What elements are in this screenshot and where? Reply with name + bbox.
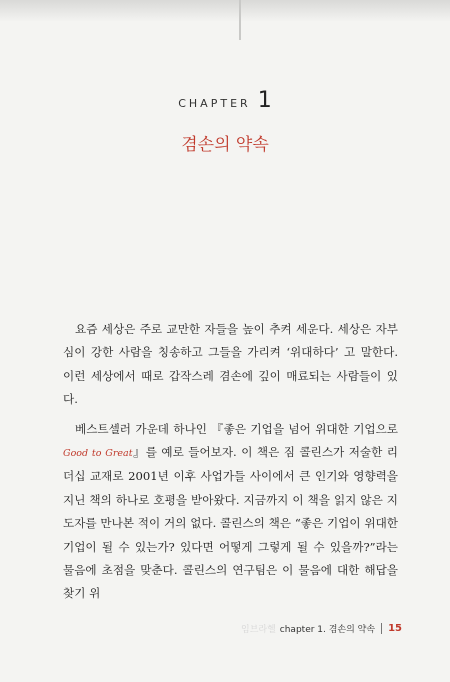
footer-ghost-text: 임브라헬	[241, 625, 276, 635]
paragraph-2	[63, 418, 398, 606]
chapter-title: 겸손의 약속	[181, 135, 269, 155]
chapter-label: CHAPTER	[178, 97, 251, 110]
footer-separator	[381, 623, 382, 634]
top-decoration	[0, 0, 450, 22]
paragraph-2-part-2: 』를 예로 들어보자. 이 책은 짐 콜린스가 저술한 리더십 교재로 2001년 이후 사업가들 사이에서 큰 인기와 영향력을 지닌 책의 하나로 호평을 받아왔다. 지금까지 이 책을 읽지 않은 지도자를 만나본 적이 거의 없다. 콜린스의 책은 “좋은 기업이 위대한 기업이 될 수 있는가? 있다면 어떻게 그렇게 될 수 있을까?”라는 물음에 초점을 맞춘다. 콜린스의 연구팀은 이 물음에 대한 해답을 찾기 위	[63, 445, 398, 601]
page-footer	[241, 622, 402, 635]
page-number: 15	[388, 623, 402, 634]
paragraph-1: 요즘 세상은 주로 교만한 자들을 높이 추켜 세운다. 세상은 자부심이 강한 사람을 칭송하고 그들을 가리켜 ‘위대하다’ 고 말한다. 이런 세상에서 때로 갑작스레 겸손에 깊이 매료되는 사람들이 있다.	[63, 322, 398, 407]
chapter-number: 1	[257, 88, 272, 113]
chapter-heading	[0, 88, 450, 113]
top-decoration-line	[239, 0, 241, 40]
book-title-english: Good to Great	[63, 448, 133, 460]
footer-chapter-ref: chapter 1. 겸손의 약속	[279, 625, 376, 635]
paragraph-2-part-1: 베스트셀러 가운데 하나인 『좋은 기업을 넘어 위대한 기업으로	[75, 421, 398, 436]
body-text	[63, 318, 398, 612]
